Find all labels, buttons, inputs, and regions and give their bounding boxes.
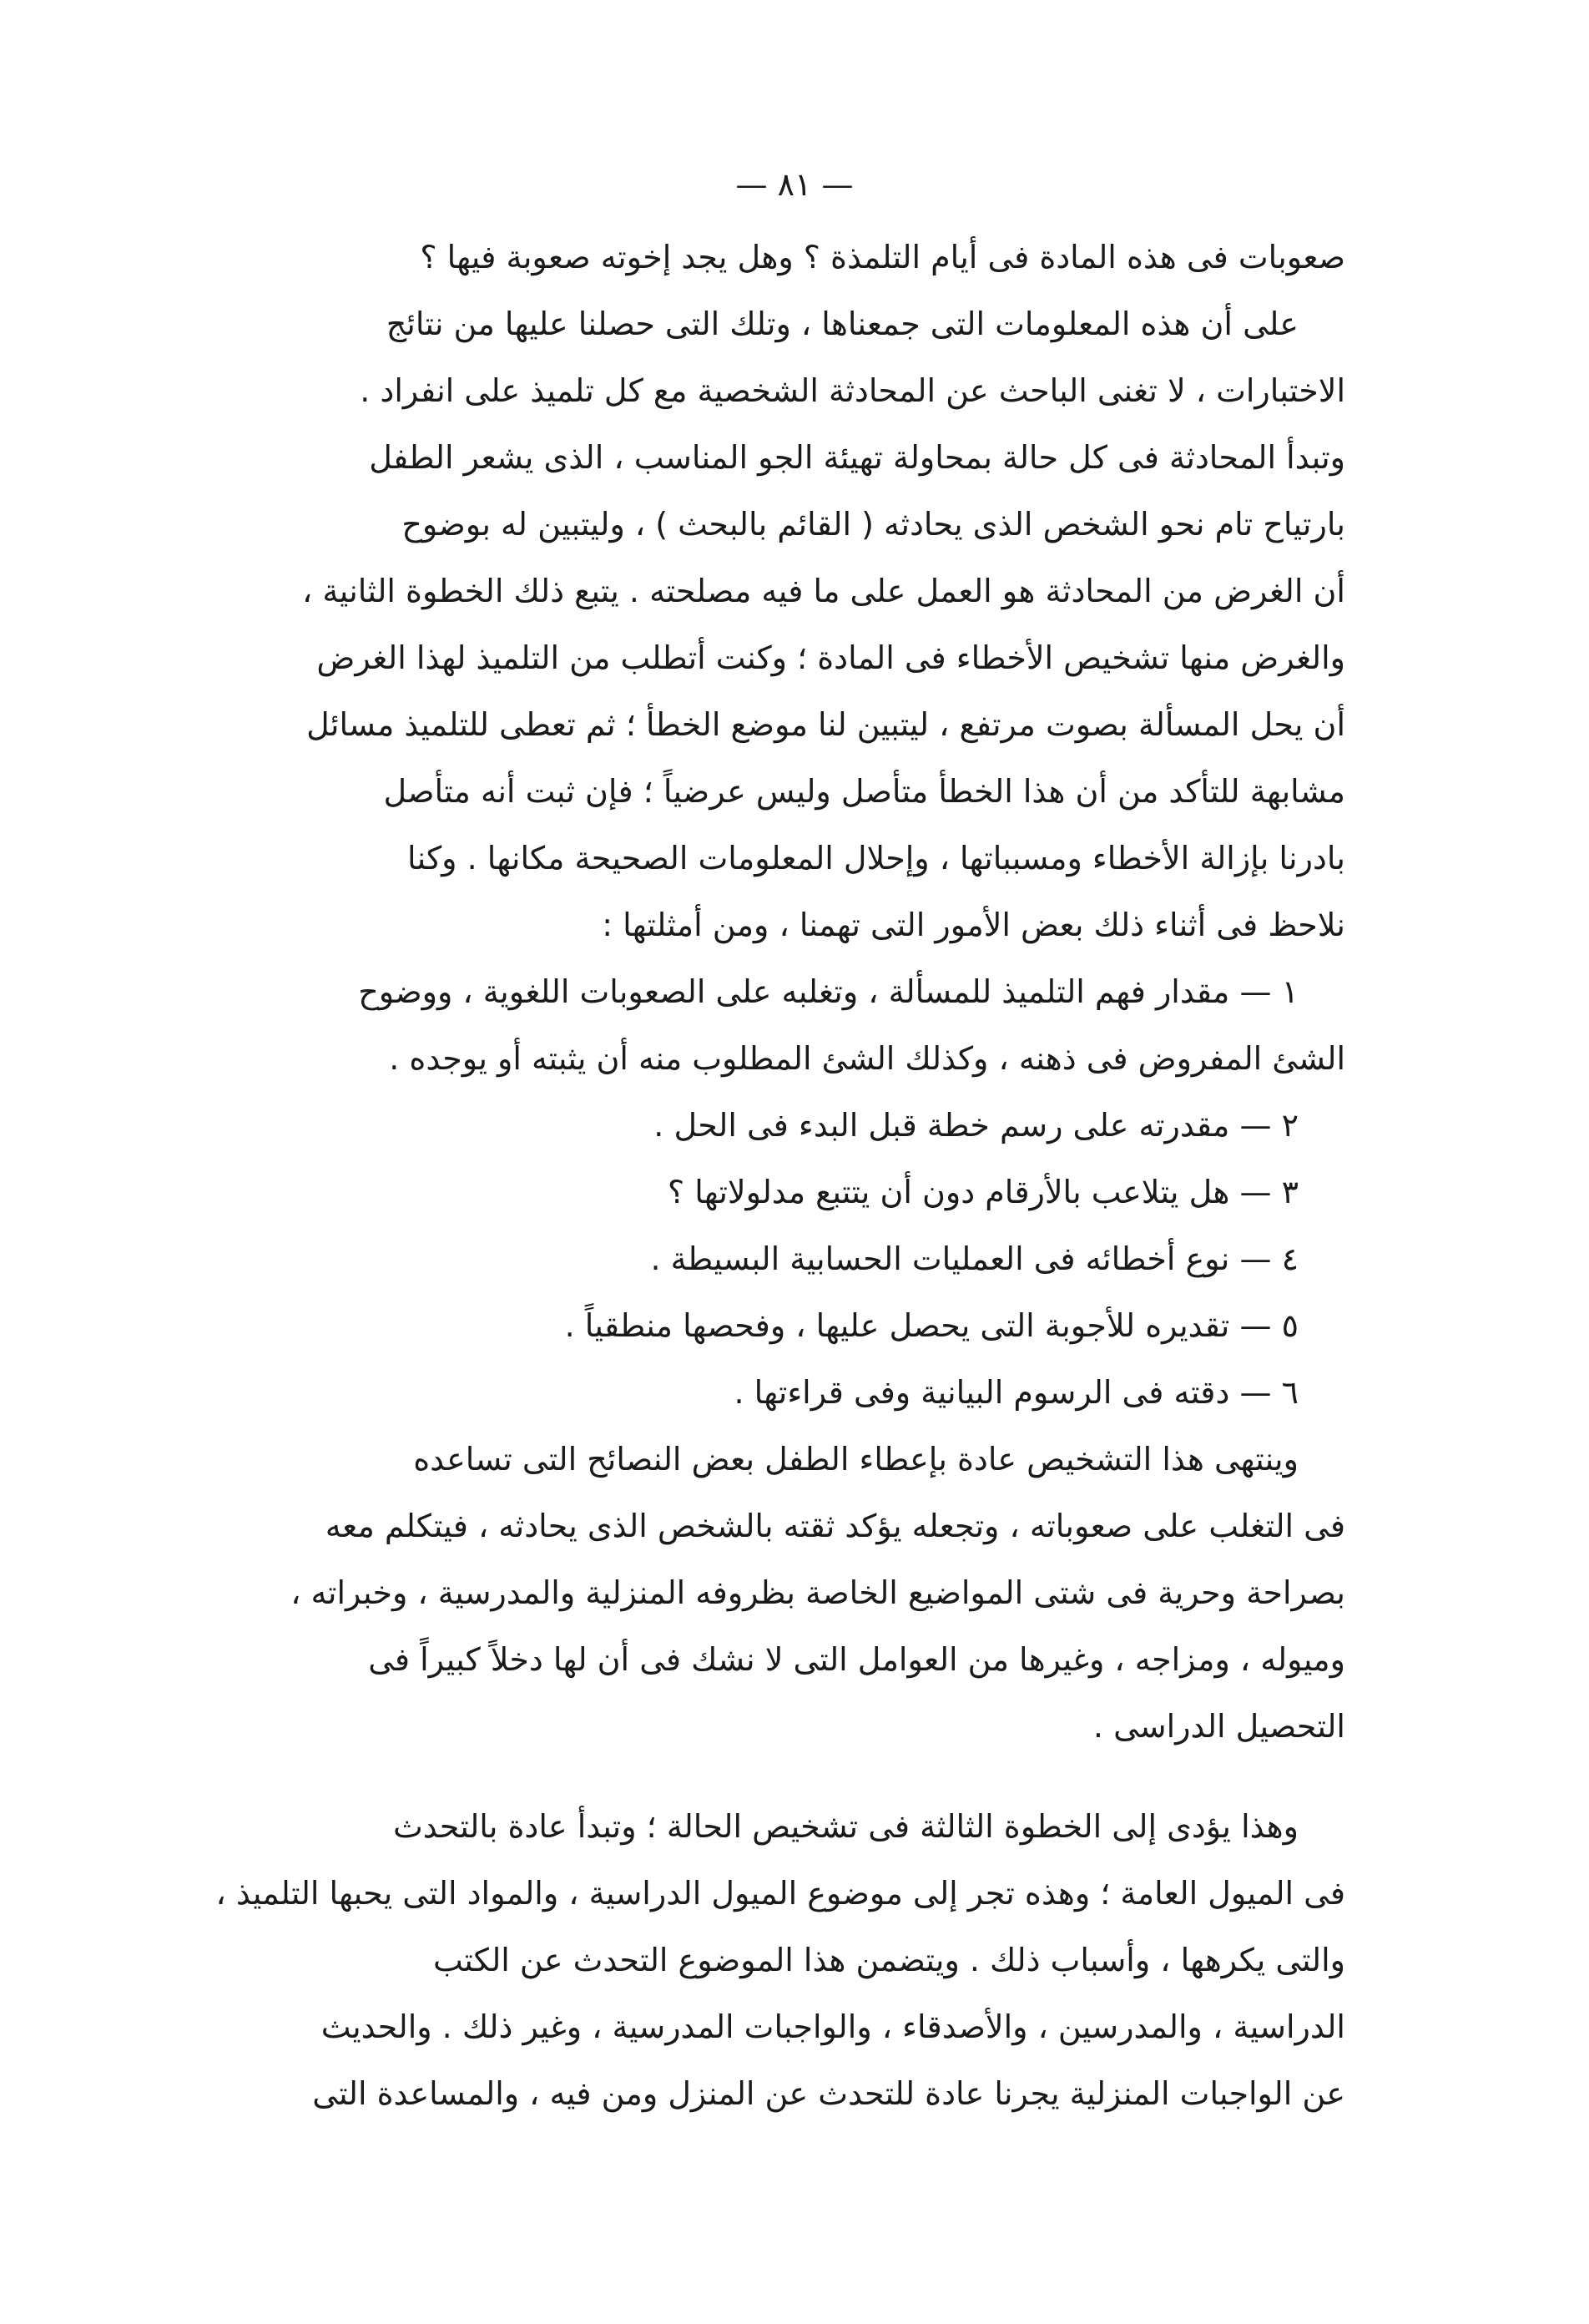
list-item — [214, 1359, 1345, 1426]
list-number: ٦ — — [1239, 1374, 1299, 1411]
list-text: تقديره للأجوبة التى يحصل عليها ، وفحصها منطقياً . — [564, 1307, 1230, 1344]
text-line: عن الواجبات المنزلية يجرنا عادة للتحدث عن المنزل ومن فيه ، والمساعدة التى — [312, 2075, 1345, 2112]
body-text — [214, 224, 1345, 2127]
text-line: وتبدأ المحادثة فى كل حالة بمحاولة تهيئة الجو المناسب ، الذى يشعر الطفل — [369, 439, 1345, 476]
list-number: ٥ — — [1239, 1307, 1299, 1344]
text-line: بصراحة وحرية فى شتى المواضيع الخاصة بظروفه المنزلية والمدرسية ، وخبراته ، — [290, 1574, 1345, 1611]
list-item — [214, 1159, 1345, 1225]
text-line: على أن هذه المعلومات التى جمعناها ، وتلك التى حصلنا عليها من نتائج — [386, 306, 1299, 342]
list-item — [214, 958, 1345, 1025]
text-line: وميوله ، ومزاجه ، وغيرها من العوامل التى لا نشك فى أن لها دخلاً كبيراً فى — [368, 1641, 1345, 1678]
text-line: بارتياح تام نحو الشخص الذى يحادثه ( القائم بالبحث ) ، وليتبين له بوضوح — [401, 506, 1345, 543]
list-text: مقدرته على رسم خطة قبل البدء فى الحل . — [653, 1107, 1230, 1144]
text-line: فى الميول العامة ؛ وهذه تجر إلى موضوع الميول الدراسية ، والمواد التى يحبها التلميذ ، — [215, 1875, 1345, 1912]
list-text: دقته فى الرسوم البيانية وفى قراءتها . — [734, 1374, 1230, 1411]
list-text: نوع أخطائه فى العمليات الحسابية البسيطة . — [650, 1240, 1230, 1277]
text-line: الاختبارات ، لا تغنى الباحث عن المحادثة الشخصية مع كل تلميذ على انفراد . — [360, 372, 1345, 409]
list-text: مقدار فهم التلميذ للمسألة ، وتغلبه على الصعوبات اللغوية ، ووضوح — [358, 973, 1230, 1010]
text-line: الدراسية ، والمدرسين ، والأصدقاء ، والواجبات المدرسية ، وغير ذلك . والحديث — [320, 2008, 1345, 2045]
text-line: مشابهة للتأكد من أن هذا الخطأ متأصل وليس عرضياً ؛ فإن ثبت أنه متأصل — [383, 773, 1345, 810]
list-item — [214, 1225, 1345, 1292]
paragraph-gap — [214, 1760, 1345, 1793]
list-item-continuation: الشئ المفروض فى ذهنه ، وكذلك الشئ المطلوب منه أن يثبته أو يوجده . — [389, 1040, 1345, 1077]
page-number: — ٨١ — — [735, 166, 854, 203]
list-number: ٤ — — [1239, 1240, 1299, 1277]
text-line: وينتهى هذا التشخيص عادة بإعطاء الطفل بعض النصائح التى تساعده — [413, 1441, 1299, 1478]
list-number: ٣ — — [1239, 1174, 1299, 1210]
text-line: وهذا يؤدى إلى الخطوة الثالثة فى تشخيص الحالة ؛ وتبدأ عادة بالتحدث — [393, 1808, 1299, 1845]
list-item — [214, 1092, 1345, 1159]
text-line: أن الغرض من المحادثة هو العمل على ما فيه مصلحته . يتبع ذلك الخطوة الثانية ، — [302, 573, 1345, 609]
text-line: والغرض منها تشخيص الأخطاء فى المادة ؛ وكنت أتطلب من التلميذ لهذا الغرض — [316, 639, 1345, 676]
list-text: هل يتلاعب بالأرقام دون أن يتتبع مدلولاتها ؟ — [668, 1174, 1230, 1210]
text-line: بادرنا بإزالة الأخطاء ومسبباتها ، وإحلال المعلومات الصحيحة مكانها . وكنا — [407, 840, 1345, 877]
list-item — [214, 1292, 1345, 1359]
text-line: التحصيل الدراسى . — [1092, 1708, 1345, 1745]
list-number: ٢ — — [1239, 1107, 1299, 1144]
text-line: فى التغلب على صعوباته ، وتجعله يؤكد ثقته بالشخص الذى يحادثه ، فيتكلم معه — [325, 1508, 1345, 1544]
text-line: نلاحظ فى أثناء ذلك بعض الأمور التى تهمنا ، ومن أمثلتها : — [602, 907, 1345, 943]
text-line: أن يحل المسألة بصوت مرتفع ، ليتبين لنا موضع الخطأ ؛ ثم تعطى للتلميذ مسائل — [306, 706, 1345, 743]
text-line: والتى يكرهها ، وأسباب ذلك . ويتضمن هذا الموضوع التحدث عن الكتب — [432, 1942, 1345, 1978]
list-number: ١ — — [1239, 973, 1299, 1010]
text-line: صعوبات فى هذه المادة فى أيام التلمذة ؟ وهل يجد إخوته صعوبة فيها ؟ — [420, 239, 1345, 275]
